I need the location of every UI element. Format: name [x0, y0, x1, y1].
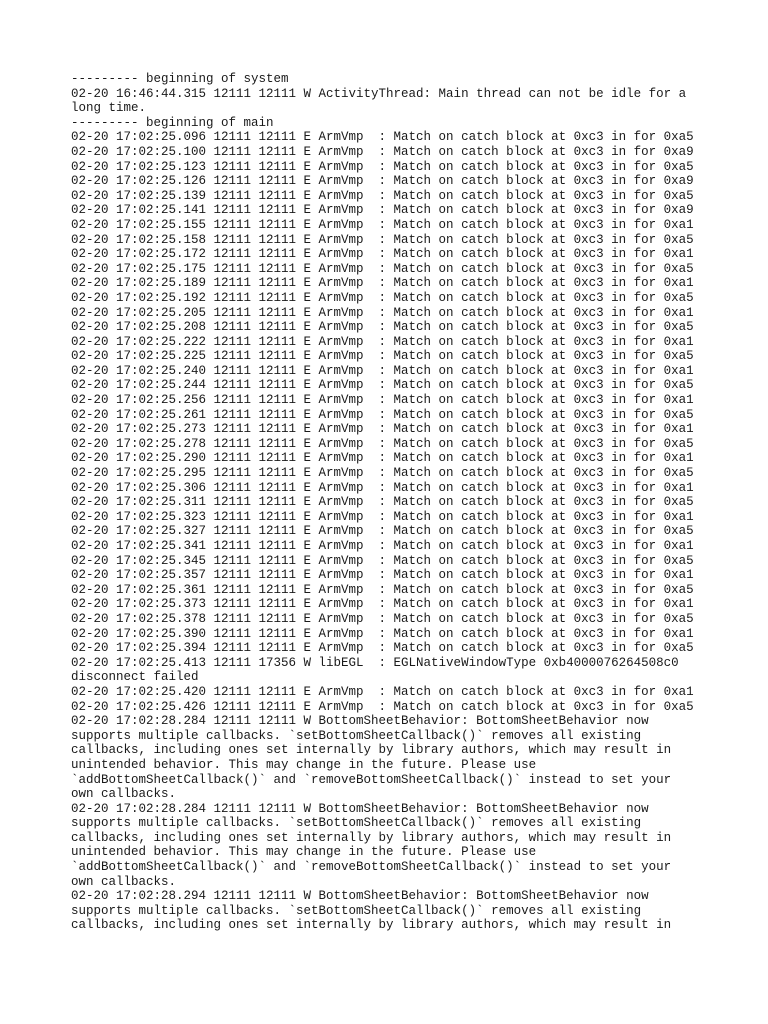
log-line: 02-20 17:02:25.155 12111 12111 E ArmVmp : Match on catch block at 0xc3 in for 0xa1 [71, 217, 694, 232]
log-line: 02-20 17:02:25.345 12111 12111 E ArmVmp : Match on catch block at 0xc3 in for 0xa5 [71, 553, 694, 568]
log-line: 02-20 17:02:25.295 12111 12111 E ArmVmp : Match on catch block at 0xc3 in for 0xa5 [71, 466, 694, 481]
log-line: 02-20 17:02:25.222 12111 12111 E ArmVmp : Match on catch block at 0xc3 in for 0xa1 [71, 334, 694, 349]
log-line: 02-20 17:02:25.158 12111 12111 E ArmVmp : Match on catch block at 0xc3 in for 0xa5 [71, 232, 694, 247]
log-line: unintended behavior. This may change in the future. Please use [71, 757, 537, 772]
log-line: 02-20 17:02:25.175 12111 12111 E ArmVmp : Match on catch block at 0xc3 in for 0xa5 [71, 261, 694, 276]
log-line: 02-20 17:02:25.311 12111 12111 E ArmVmp : Match on catch block at 0xc3 in for 0xa5 [71, 495, 694, 510]
log-line: 02-20 17:02:28.294 12111 12111 W BottomSheetBehavior: BottomSheetBehavior now [71, 889, 649, 904]
log-line: 02-20 17:02:25.172 12111 12111 E ArmVmp : Match on catch block at 0xc3 in for 0xa1 [71, 247, 694, 262]
log-line: 02-20 17:02:25.394 12111 12111 E ArmVmp : Match on catch block at 0xc3 in for 0xa5 [71, 641, 694, 656]
log-line: unintended behavior. This may change in the future. Please use [71, 845, 537, 860]
log-output [71, 72, 711, 933]
log-line: 02-20 17:02:25.323 12111 12111 E ArmVmp : Match on catch block at 0xc3 in for 0xa1 [71, 509, 694, 524]
log-line: 02-20 17:02:25.306 12111 12111 E ArmVmp : Match on catch block at 0xc3 in for 0xa1 [71, 480, 694, 495]
log-line: 02-20 17:02:25.240 12111 12111 E ArmVmp : Match on catch block at 0xc3 in for 0xa1 [71, 363, 694, 378]
log-line: `addBottomSheetCallback()` and `removeBottomSheetCallback()` instead to set your [71, 860, 672, 875]
log-line: disconnect failed [71, 670, 199, 685]
log-line: 02-20 17:02:25.244 12111 12111 E ArmVmp : Match on catch block at 0xc3 in for 0xa5 [71, 378, 694, 393]
log-line: 02-20 17:02:25.205 12111 12111 E ArmVmp : Match on catch block at 0xc3 in for 0xa1 [71, 305, 694, 320]
log-line: 02-20 17:02:25.413 12111 17356 W libEGL : EGLNativeWindowType 0xb4000076264508c0 [71, 655, 679, 670]
log-line: 02-20 17:02:25.390 12111 12111 E ArmVmp : Match on catch block at 0xc3 in for 0xa1 [71, 626, 694, 641]
log-line: 02-20 17:02:25.225 12111 12111 E ArmVmp : Match on catch block at 0xc3 in for 0xa5 [71, 349, 694, 364]
log-line: 02-20 17:02:25.378 12111 12111 E ArmVmp : Match on catch block at 0xc3 in for 0xa5 [71, 611, 694, 626]
log-line: --------- beginning of main [71, 115, 274, 130]
log-line: 02-20 17:02:25.373 12111 12111 E ArmVmp : Match on catch block at 0xc3 in for 0xa1 [71, 597, 694, 612]
log-line: 02-20 17:02:28.284 12111 12111 W BottomSheetBehavior: BottomSheetBehavior now [71, 801, 649, 816]
log-line: callbacks, including ones set internally by library authors, which may result in [71, 830, 672, 845]
log-line: supports multiple callbacks. `setBottomSheetCallback()` removes all existing [71, 903, 642, 918]
log-line: 02-20 17:02:25.100 12111 12111 E ArmVmp : Match on catch block at 0xc3 in for 0xa9 [71, 144, 694, 159]
log-line: own callbacks. [71, 874, 177, 889]
log-line: long time. [71, 101, 147, 116]
log-line: 02-20 17:02:25.290 12111 12111 E ArmVmp : Match on catch block at 0xc3 in for 0xa1 [71, 451, 694, 466]
log-line: 02-20 17:02:25.208 12111 12111 E ArmVmp : Match on catch block at 0xc3 in for 0xa5 [71, 320, 694, 335]
log-line: own callbacks. [71, 787, 177, 802]
log-line: 02-20 17:02:25.341 12111 12111 E ArmVmp : Match on catch block at 0xc3 in for 0xa1 [71, 539, 694, 553]
log-line: 02-20 17:02:25.273 12111 12111 E ArmVmp : Match on catch block at 0xc3 in for 0xa1 [71, 422, 694, 437]
log-line: callbacks, including ones set internally by library authors, which may result in [71, 743, 672, 758]
log-line: 02-20 17:02:25.256 12111 12111 E ArmVmp : Match on catch block at 0xc3 in for 0xa1 [71, 393, 694, 408]
log-line: 02-20 17:02:25.139 12111 12111 E ArmVmp : Match on catch block at 0xc3 in for 0xa5 [71, 188, 694, 203]
log-line: 02-20 17:02:25.420 12111 12111 E ArmVmp : Match on catch block at 0xc3 in for 0xa1 [71, 684, 694, 699]
log-line: 02-20 17:02:25.141 12111 12111 E ArmVmp : Match on catch block at 0xc3 in for 0xa9 [71, 203, 694, 218]
log-line: 02-20 17:02:25.189 12111 12111 E ArmVmp : Match on catch block at 0xc3 in for 0xa1 [71, 276, 694, 291]
log-line: supports multiple callbacks. `setBottomSheetCallback()` removes all existing [71, 728, 642, 743]
log-line: 02-20 17:02:25.426 12111 12111 E ArmVmp : Match on catch block at 0xc3 in for 0xa5 [71, 699, 694, 714]
log-line: 02-20 17:02:25.123 12111 12111 E ArmVmp : Match on catch block at 0xc3 in for 0xa5 [71, 159, 694, 174]
log-line: 02-20 17:02:25.261 12111 12111 E ArmVmp : Match on catch block at 0xc3 in for 0xa5 [71, 407, 694, 422]
log-line: 02-20 17:02:25.096 12111 12111 E ArmVmp : Match on catch block at 0xc3 in for 0xa5 [71, 130, 694, 145]
log-line: `addBottomSheetCallback()` and `removeBottomSheetCallback()` instead to set your [71, 772, 672, 787]
log-line: --------- beginning of system [71, 72, 289, 86]
log-line: supports multiple callbacks. `setBottomSheetCallback()` removes all existing [71, 816, 642, 831]
log-line: 02-20 16:46:44.315 12111 12111 W ActivityThread: Main thread can not be idle for a [71, 86, 687, 101]
log-line: 02-20 17:02:25.327 12111 12111 E ArmVmp : Match on catch block at 0xc3 in for 0xa5 [71, 524, 694, 539]
log-line: 02-20 17:02:25.361 12111 12111 E ArmVmp : Match on catch block at 0xc3 in for 0xa5 [71, 582, 694, 597]
log-line: callbacks, including ones set internally by library authors, which may result in [71, 918, 672, 933]
log-line: 02-20 17:02:25.192 12111 12111 E ArmVmp : Match on catch block at 0xc3 in for 0xa5 [71, 290, 694, 305]
log-line: 02-20 17:02:25.126 12111 12111 E ArmVmp : Match on catch block at 0xc3 in for 0xa9 [71, 174, 694, 189]
log-line: 02-20 17:02:25.357 12111 12111 E ArmVmp : Match on catch block at 0xc3 in for 0xa1 [71, 568, 694, 583]
log-line: 02-20 17:02:28.284 12111 12111 W BottomSheetBehavior: BottomSheetBehavior now [71, 714, 649, 729]
log-line: 02-20 17:02:25.278 12111 12111 E ArmVmp : Match on catch block at 0xc3 in for 0xa5 [71, 436, 694, 451]
